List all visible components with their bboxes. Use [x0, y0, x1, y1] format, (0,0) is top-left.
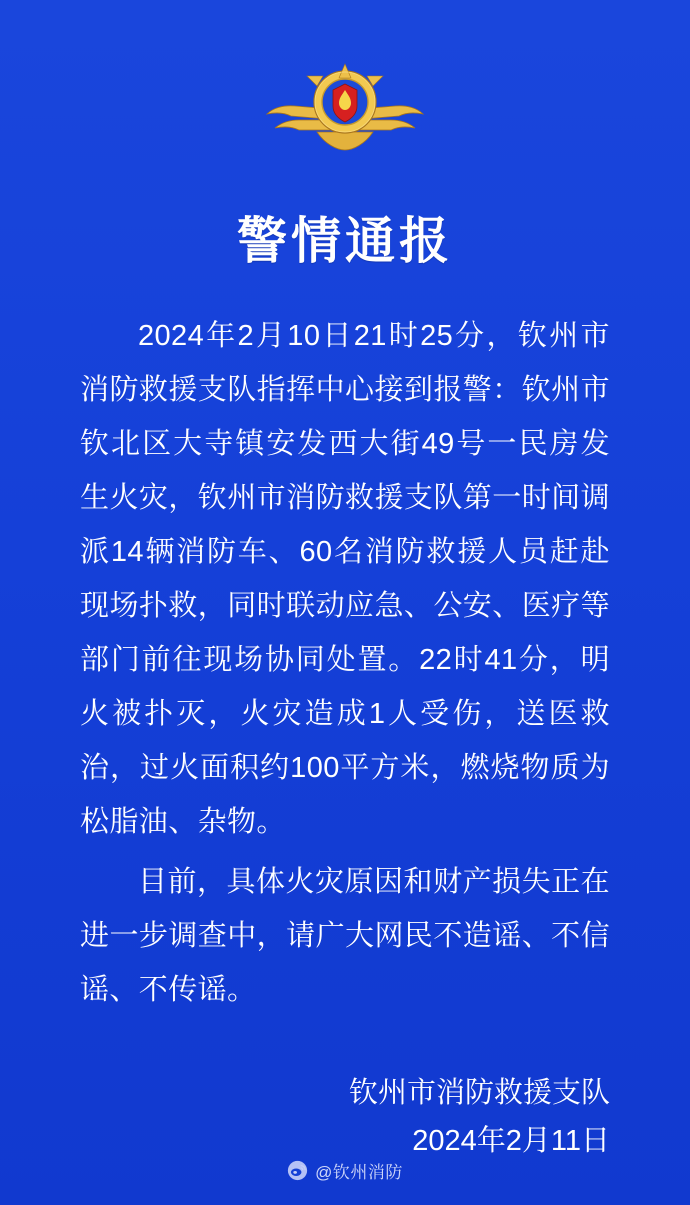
weibo-icon: [287, 1160, 308, 1181]
footer-account: @钦州消防: [315, 1163, 403, 1182]
emblem-container: [265, 62, 425, 158]
notice-paragraph-2: 目前，具体火灾原因和财产损失正在进一步调查中，请广大网民不造谣、不信谣、不传谣。: [80, 866, 610, 1006]
notice-paragraph-1: 2024年2月10日21时25分，钦州市消防救援支队指挥中心接到报警：钦州市钦北区大寺镇安发西大街49号一民房发生火灾，钦州市消防救援支队第一时间调派14辆消防车、60名消防救援人员赶赴现场扑救，同时联动应急、公安、医疗等部门前往现场协同处置。22时41分，明火被扑灭，火灾造成1人受伤，送医救治，过火面积约100平方米，燃烧物质为松脂油、杂物。: [80, 320, 610, 838]
signature-block: [80, 1069, 610, 1165]
police-fire-emblem-icon: [265, 62, 425, 158]
signature-organization: 钦州市消防救援支队: [348, 1077, 610, 1109]
footer-watermark: [0, 1158, 690, 1183]
page-title: 警情通报: [237, 213, 453, 269]
signature-date: 2024年2月11日: [412, 1125, 610, 1157]
notice-body: [80, 309, 610, 1023]
